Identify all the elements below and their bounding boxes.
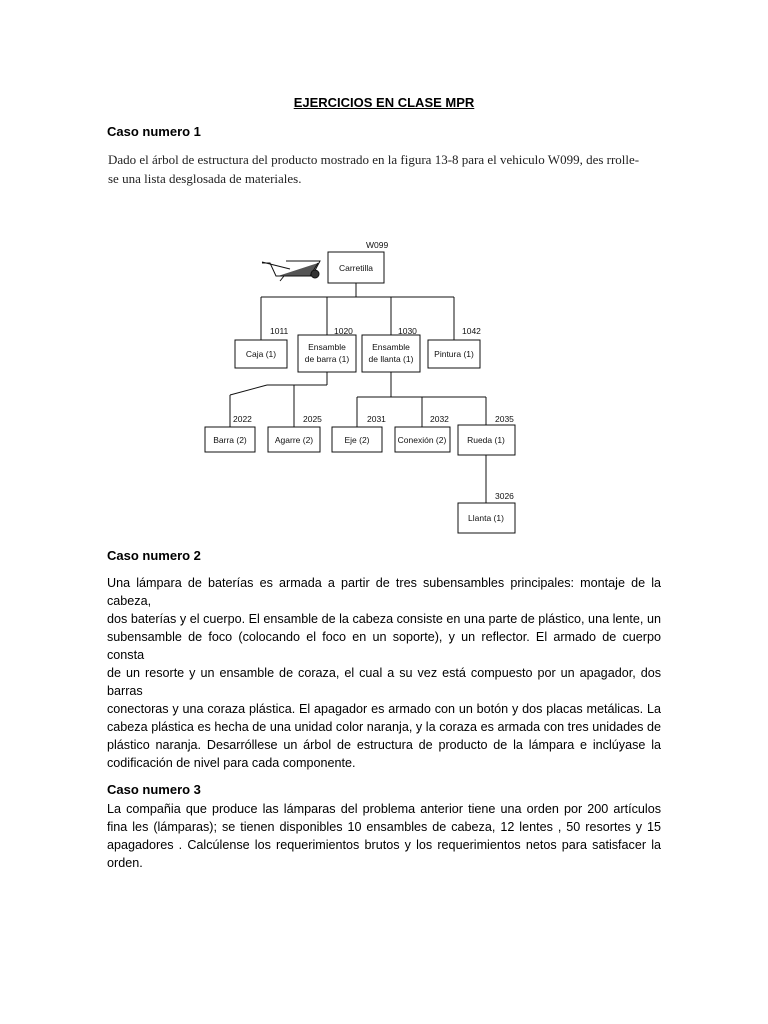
- item-label: Pintura (1): [434, 349, 474, 359]
- case3-heading: Caso numero 3: [107, 782, 201, 797]
- product-structure-tree: [200, 235, 530, 545]
- text-line: plástico naranja. Desarróllese un árbol de estructura de producto de la lámpara e inclúyase la: [107, 738, 661, 752]
- item-label: Ensamble: [308, 342, 346, 352]
- text-line: Una lámpara de baterías es armada a partir de tres subensambles principales: montaje de la: [107, 576, 661, 590]
- item-label: Conexión (2): [397, 435, 447, 445]
- case2-heading: Caso numero 2: [107, 548, 201, 563]
- item-code: 2025: [303, 414, 322, 424]
- text-line: apagadores . Calcúlense los requerimientos brutos y los requerimientos netos para satisfacer la: [107, 838, 661, 852]
- item-code: 1020: [334, 326, 353, 336]
- scan-line: se una lista desglosada de materiales.: [108, 171, 302, 186]
- case1-scanned-text: [108, 150, 653, 188]
- text-line: fina les (lámparas); se tienen disponibles 10 ensambles de cabeza, 12 lentes , 50 resortes y 15: [107, 820, 661, 834]
- text-line: La compañia que produce las lámparas del problema anterior tiene una orden por 200 artículos: [107, 802, 661, 816]
- text-line: de un resorte y un ensamble de coraza, el cual a su vez está compuesto por un apagador, dos: [107, 666, 661, 680]
- item-code: 1030: [398, 326, 417, 336]
- item-label: Llanta (1): [468, 513, 504, 523]
- item-label: de barra (1): [304, 354, 350, 364]
- page-title: EJERCICIOS EN CLASE MPR: [293, 95, 475, 110]
- case1-heading: Caso numero 1: [107, 124, 201, 139]
- scan-line: Dado el árbol de estructura del producto mostrado en la figura 13-8 para el vehiculo W099, des rrolle-: [108, 152, 640, 167]
- text-line: codificación de nivel para cada componente.: [107, 756, 356, 770]
- item-label: Carretilla: [338, 263, 374, 273]
- text-line: consta: [107, 648, 145, 662]
- item-code: 2022: [233, 414, 252, 424]
- text-line: barras: [107, 684, 143, 698]
- text-line: dos baterías y el cuerpo. El ensamble de la cabeza consiste en una parte de plástico, una lente, un: [107, 612, 661, 626]
- item-label: Eje (2): [344, 435, 370, 445]
- item-label: Rueda (1): [467, 435, 505, 445]
- item-code: 2031: [367, 414, 386, 424]
- item-code: 2032: [430, 414, 449, 424]
- item-code: 3026: [495, 491, 514, 501]
- text-line: subensamble de foco (colocando el foco en un soporte), y un reflector. El armado de cuerpo: [107, 630, 661, 644]
- text-line: cabeza,: [107, 594, 152, 608]
- wheelbarrow-icon: [262, 261, 320, 281]
- item-code: 2035: [495, 414, 514, 424]
- tree-diagram: [200, 235, 530, 545]
- case3-paragraph: [107, 800, 661, 872]
- item-label: Caja (1): [245, 349, 277, 359]
- case2-paragraph: [107, 574, 661, 772]
- item-label: Ensamble: [372, 342, 410, 352]
- item-code: 1011: [270, 326, 289, 336]
- text-line: cabeza plástica es hecha de una unidad color naranja, y la coraza es armada con tres unidades de: [107, 720, 661, 734]
- item-label: de llanta (1): [368, 354, 414, 364]
- item-label: Barra (2): [213, 435, 247, 445]
- text-line: orden.: [107, 856, 143, 870]
- item-code: W099: [366, 240, 389, 250]
- item-label: Agarre (2): [274, 435, 314, 445]
- item-code: 1042: [462, 326, 481, 336]
- text-line: conectoras y una coraza plástica. El apagador es armado con un botón y dos placas metálicas. La: [107, 702, 661, 716]
